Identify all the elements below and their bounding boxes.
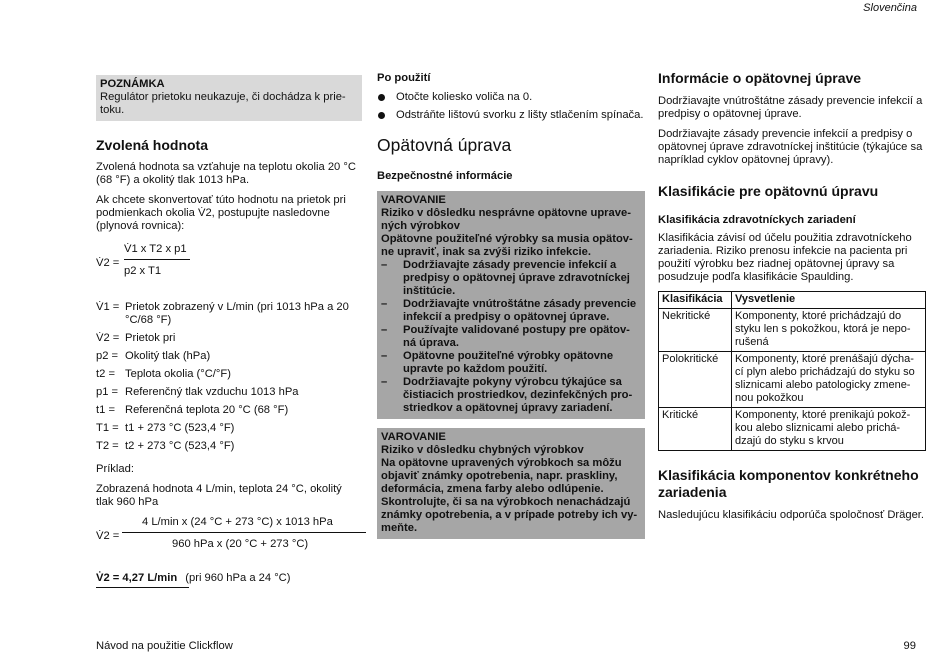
definition-value: t1 + 273 °C (523,4 °F) (125, 422, 235, 434)
definition-row (96, 301, 362, 327)
definition-value: Okolitý tlak (hPa) (125, 350, 211, 362)
medical-class-title: Klasifikácia zdravotníckych zariadení (658, 214, 856, 226)
safety-title: Bezpečnostné informácie (377, 170, 513, 182)
table-header-row (659, 292, 926, 309)
table-cell: Komponenty, ktoré prenikajú pokož-kou alebo sliznicami alebo prichá-dzajú do styku s krvou (732, 408, 926, 451)
warning-line: Opätovne použiteľné výrobky sa musia opätov-ne upraviť, inak sa zvýši riziko infekcie. (381, 233, 633, 258)
note-title: POZNÁMKA (100, 78, 165, 90)
definition-key: t1 = (96, 404, 115, 416)
warning-item-text: Dodržiavajte pokyny výrobcu týkajúce sa čistiacich prostriedkov, dezinfekčných pro-striedkov a opätovnej úpravy zariadení. (403, 376, 633, 414)
definition-row (96, 404, 362, 417)
formula-gas-equation (96, 243, 362, 287)
definition-list (96, 301, 362, 453)
page-number: 99 (903, 640, 916, 652)
section-title-komponenty: Klasifikácia komponentov konkrétneho zariadenia (658, 467, 919, 500)
section-title-opatovna-uprava: Opätovná úprava (377, 135, 512, 155)
after-use-list (377, 91, 645, 122)
list-item: Odstráňte lištovú svorku z lišty stlačením spínača. (377, 109, 645, 122)
formula-denominator: 960 hPa x (20 °C + 273 °C) (172, 538, 309, 550)
warning-title: VAROVANIE (381, 431, 446, 443)
formula-denominator: p2 x T1 (124, 265, 162, 277)
table-cell: Nekritické (659, 309, 732, 352)
definition-value: Prietok zobrazený v L/min (pri 1013 hPa a 20 °C/68 °F) (125, 301, 349, 326)
table-cell: Polokritické (659, 352, 732, 408)
section-title-klasifikacie: Klasifikácie pre opätovnú úpravu (658, 183, 879, 199)
formula-example (96, 516, 362, 558)
page-language-label: Slovenčina (863, 2, 917, 14)
section-title-zvolena-hodnota: Zvolená hodnota (96, 137, 208, 153)
formula-numerator: 4 L/min x (24 °C + 273 °C) x 1013 hPa (142, 516, 333, 528)
result-value: V̇2 = 4,27 L/min (96, 572, 178, 584)
warning-box (377, 191, 645, 419)
warning-item-text: Dodržiavajte vnútroštátne zásady prevencie infekcií a predpisy o opätovnej úprave. (403, 298, 637, 323)
paragraph: Ak chcete skonvertovať túto hodnotu na prietok pri podmienkach okolia V̇2, postupujte nasledovne (plynová rovnica): (96, 194, 346, 232)
table-cell: Komponenty, ktoré prichádzajú do styku len s pokožkou, ktorá je nepo-rušená (732, 309, 926, 352)
classification-table (658, 291, 926, 451)
warning-item: – Dodržiavajte zásady prevencie infekcií a predpisy o opätovnej úprave zdravotníckej inštitúcie. (381, 259, 641, 298)
example-label: Príklad: (96, 463, 134, 475)
warning-line: Riziko v dôsledku nesprávne opätovne uprave-ných výrobkov (381, 207, 631, 232)
paragraph: Zvolená hodnota sa vzťahuje na teplotu okolia 20 °C (68 °F) a okolitý tlak 1013 hPa. (96, 161, 356, 186)
note-box (96, 75, 362, 121)
definition-key: t2 = (96, 368, 115, 380)
formula-lhs: V̇2 = (96, 257, 120, 269)
paragraph: Klasifikácia závisí od účelu použitia zdravotníckeho zariadenia. Riziko prenosu infekcie na pacienta pri použití výrobku bez riadnej opätovnej úpravy sa posudzuje podľa klasifikácie Spaulding. (658, 232, 912, 283)
definition-key: V̇2 = (96, 332, 120, 344)
definition-row (96, 386, 362, 399)
table-header: Vysvetlenie (732, 292, 926, 309)
warning-item-text: Používajte validované postupy pre opätov-ná úprava. (403, 324, 630, 349)
warning-item: – Dodržiavajte vnútroštátne zásady prevencie infekcií a predpisy o opätovnej úprave. (381, 298, 641, 324)
warning-item: – Používajte validované postupy pre opätov-ná úprava. (381, 324, 641, 350)
definition-key: p1 = (96, 386, 119, 398)
result-line (96, 572, 362, 585)
definition-row (96, 350, 362, 363)
definition-row (96, 332, 362, 345)
definition-row (96, 440, 362, 453)
definition-row (96, 368, 362, 381)
table-row (659, 309, 926, 352)
warning-line: Na opätovne upravených výrobkoch sa môžu objaviť známky opotrebenia, napr. praskliny, deformácia, zmena farby alebo odlúpenie. Skontrolujte, či sa na výrobkoch nenachádzajú známky opotrebenia, a v prípade potreby ich vy-meňte. (381, 457, 638, 534)
formula-lhs: V̇2 = (96, 530, 120, 542)
paragraph: Dodržiavajte vnútroštátne zásady prevencie infekcií a predpisy o opätovnej úprave. (658, 95, 923, 120)
fraction-line (124, 259, 190, 260)
definition-key: p2 = (96, 350, 119, 362)
result-condition: (pri 960 hPa a 24 °C) (185, 572, 291, 584)
result-underline (96, 587, 189, 588)
definition-key: V̇1 = (96, 301, 120, 313)
warning-title: VAROVANIE (381, 194, 446, 206)
column-middle (377, 70, 645, 539)
warning-line: Riziko v dôsledku chybných výrobkov (381, 444, 584, 456)
definition-key: T2 = (96, 440, 119, 452)
formula-numerator: V̇1 x T2 x p1 (124, 243, 187, 255)
definition-key: T1 = (96, 422, 119, 434)
table-cell: Kritické (659, 408, 732, 451)
definition-value: Prietok pri (125, 332, 176, 344)
definition-value: Teplota okolia (°C/°F) (125, 368, 231, 380)
footer-document-title: Návod na použitie Clickflow (96, 640, 233, 652)
warning-item: – Opätovne použiteľné výrobky opätovne upravte po každom použití. (381, 350, 641, 376)
table-row (659, 408, 926, 451)
warning-item-text: Opätovne použiteľné výrobky opätovne upravte po každom použití. (403, 350, 614, 375)
column-left (96, 70, 362, 588)
paragraph: Dodržiavajte zásady prevencie infekcií a predpisy o opätovnej úprave zdravotníckej inštitúcie (týkajúce sa napríklad cyklov opätovnej úpravy). (658, 128, 923, 166)
table-header: Klasifikácia (659, 292, 732, 309)
definition-row (96, 422, 362, 435)
table-row (659, 352, 926, 408)
example-text: Zobrazená hodnota 4 L/min, teplota 24 °C, okolitý tlak 960 hPa (96, 483, 342, 508)
fraction-line (122, 532, 366, 533)
paragraph: Nasledujúcu klasifikáciu odporúča spoločnosť Dräger. (658, 509, 925, 521)
table-cell: Komponenty, ktoré prenášajú dýcha-cí plyn alebo prichádzajú do styku so sliznicami alebo patologicky zmene-nou pokožkou (732, 352, 926, 408)
definition-value: Referenčná teplota 20 °C (68 °F) (125, 404, 289, 416)
section-title-informacie: Informácie o opätovnej úprave (658, 70, 862, 86)
definition-value: t2 + 273 °C (523,4 °F) (125, 440, 235, 452)
warning-box (377, 428, 645, 539)
note-text: Regulátor prietoku neukazuje, či dochádza k prie-toku. (100, 91, 346, 116)
list-item: Otočte koliesko voliča na 0. (377, 91, 645, 104)
warning-item-text: Dodržiavajte zásady prevencie infekcií a predpisy o opätovnej úprave zdravotníckej inštitúcie. (403, 259, 630, 297)
after-use-title: Po použití (377, 72, 431, 84)
column-right (658, 70, 926, 529)
definition-value: Referenčný tlak vzduchu 1013 hPa (125, 386, 299, 398)
warning-item: – Dodržiavajte pokyny výrobcu týkajúce sa čistiacich prostriedkov, dezinfekčných pro-striedkov a opätovnej úpravy zariadení. (381, 376, 641, 415)
